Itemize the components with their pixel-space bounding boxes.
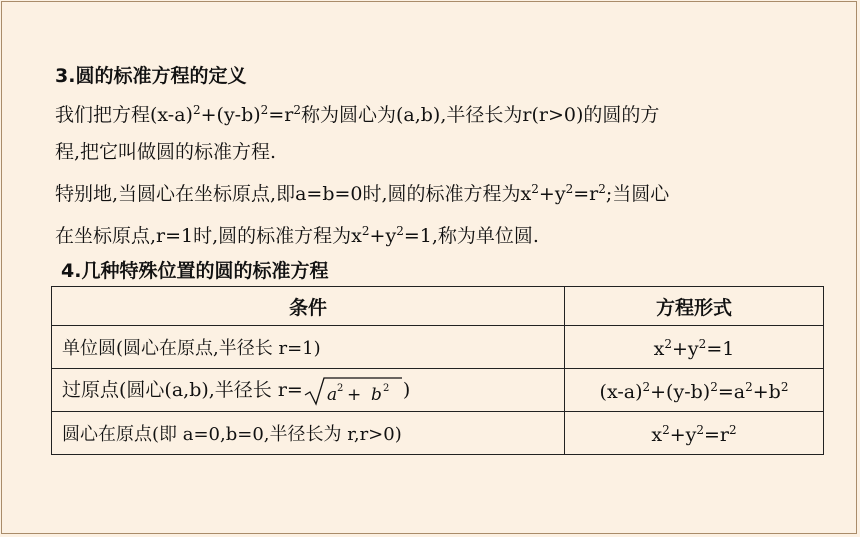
sqrt-radical	[303, 375, 403, 407]
row2-equation: $(x-a)^2+(y-b)^2=a^2+b^2$	[565, 369, 824, 412]
row1-equation: $x^2+y^2=1$	[565, 326, 824, 369]
header-equation-form: 方程形式	[565, 287, 824, 326]
svg-text:2: 2	[382, 382, 390, 394]
section-4-title: 4.几种特殊位置的圆的标准方程	[61, 260, 329, 282]
definition-line-1: 我们把方程$(x-a)^2+(y-b)^2=r^2$称为圆心为(a,b),半径长为r(r>0)的圆的方	[55, 103, 660, 126]
svg-text:b: b	[370, 384, 382, 405]
row2-condition: 过原点(圆心(a,b),半径长 r= a 2 + b 2 )	[52, 369, 565, 412]
svg-text:a: a	[326, 384, 337, 405]
table-header-row	[52, 287, 824, 326]
row3-condition: 圆心在原点(即 a=0,b=0,半径长为 r,r>0)	[52, 412, 565, 455]
header-condition: 条件	[52, 287, 565, 326]
circle-equations-table	[51, 286, 824, 455]
table-row	[52, 369, 824, 412]
svg-text:+: +	[346, 384, 362, 405]
section-3-title: 3.圆的标准方程的定义	[55, 65, 247, 87]
special-case-line-2: 在坐标原点,r=1时,圆的标准方程为$x^2+y^2=1$,称为单位圆.	[55, 224, 539, 247]
table-row	[52, 326, 824, 369]
definition-line-2: 程,把它叫做圆的标准方程.	[55, 141, 277, 163]
table-row	[52, 412, 824, 455]
row3-equation: $x^2+y^2=r^2$	[565, 412, 824, 455]
row1-condition: 单位圆(圆心在原点,半径长 r=1)	[52, 326, 565, 369]
special-case-line-1: 特别地,当圆心在坐标原点,即a=b=0时,圆的标准方程为$x^2+y^2=r^2$;当圆心	[55, 182, 670, 205]
svg-text:2: 2	[336, 382, 344, 394]
slide-content	[55, 60, 835, 287]
